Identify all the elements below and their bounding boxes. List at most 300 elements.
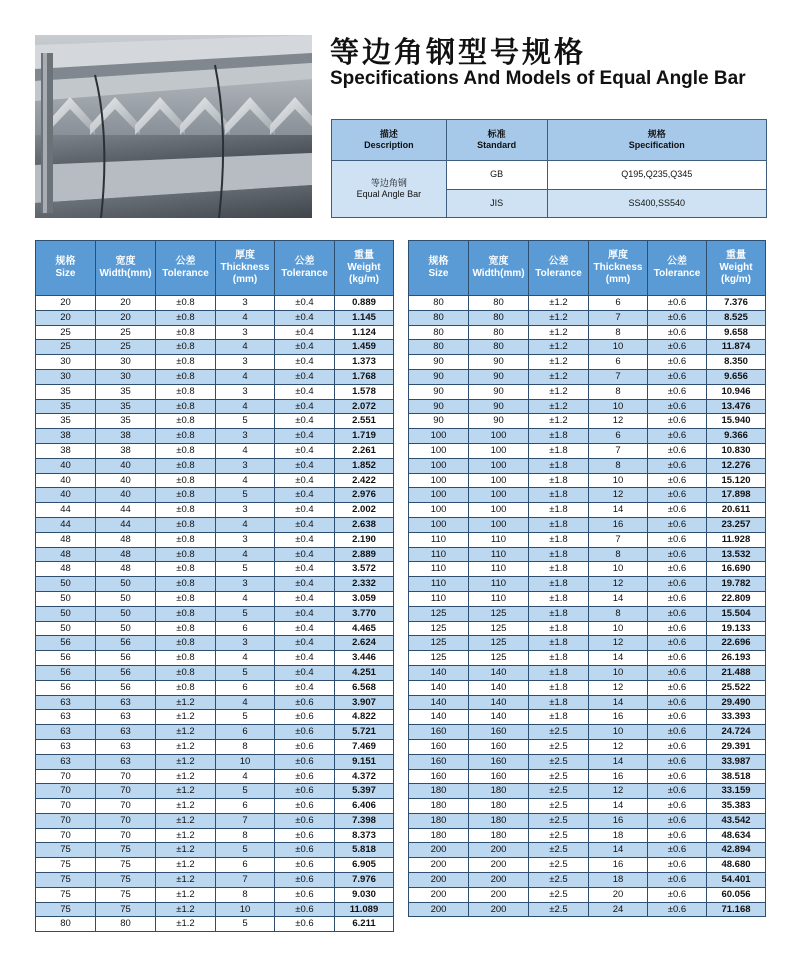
cell-width: 44 — [96, 517, 156, 532]
cell-size: 35 — [36, 384, 96, 399]
table-row — [409, 813, 766, 828]
standards-row-gb — [332, 161, 767, 190]
cell-width: 75 — [96, 873, 156, 888]
col-weight-cn: 重量 — [726, 250, 746, 261]
cell-width-tolerance: ±0.8 — [156, 532, 216, 547]
cell-thickness-tolerance: ±0.6 — [275, 784, 335, 799]
cell-width-tolerance: ±0.8 — [156, 399, 216, 414]
table-row — [409, 503, 766, 518]
cell-width-tolerance: ±1.8 — [529, 473, 589, 488]
cell-thickness: 8 — [589, 606, 648, 621]
cell-width: 75 — [96, 858, 156, 873]
cell-width: 70 — [96, 784, 156, 799]
cell-thickness-tolerance: ±0.6 — [648, 399, 707, 414]
table-row — [409, 769, 766, 784]
cell-thickness: 4 — [216, 443, 275, 458]
cell-thickness-tolerance: ±0.4 — [275, 443, 335, 458]
col-tolerance-en: Tolerance — [653, 268, 701, 279]
cell-thickness-tolerance: ±0.6 — [648, 310, 707, 325]
cell-width: 100 — [469, 473, 529, 488]
table-row — [409, 369, 766, 384]
table-row — [409, 340, 766, 355]
cell-width-tolerance: ±0.8 — [156, 636, 216, 651]
cell-thickness-tolerance: ±0.4 — [275, 532, 335, 547]
cell-width: 63 — [96, 695, 156, 710]
cell-width: 100 — [469, 488, 529, 503]
cell-thickness-tolerance: ±0.6 — [648, 503, 707, 518]
cell-thickness: 7 — [589, 369, 648, 384]
cell-thickness: 6 — [589, 429, 648, 444]
cell-width: 48 — [96, 547, 156, 562]
cell-weight: 9.656 — [707, 369, 766, 384]
cell-thickness-tolerance: ±0.6 — [648, 651, 707, 666]
cell-width: 38 — [96, 443, 156, 458]
cell-thickness: 7 — [589, 310, 648, 325]
cell-width: 30 — [96, 369, 156, 384]
table-row — [409, 325, 766, 340]
cell-weight: 10.830 — [707, 443, 766, 458]
cell-size: 70 — [36, 784, 96, 799]
table-row — [409, 651, 766, 666]
col-tolerance-width — [156, 241, 216, 296]
cell-size: 180 — [409, 813, 469, 828]
cell-thickness: 12 — [589, 739, 648, 754]
cell-width: 80 — [96, 917, 156, 932]
table-row — [36, 296, 394, 311]
cell-width: 200 — [469, 902, 529, 917]
cell-width: 80 — [469, 340, 529, 355]
table-row — [409, 873, 766, 888]
cell-thickness: 10 — [216, 754, 275, 769]
cell-size: 63 — [36, 695, 96, 710]
cell-thickness-tolerance: ±0.6 — [275, 887, 335, 902]
cell-width-tolerance: ±1.8 — [529, 636, 589, 651]
cell-weight: 23.257 — [707, 517, 766, 532]
cell-width: 160 — [469, 739, 529, 754]
table-row — [36, 414, 394, 429]
cell-thickness: 5 — [216, 488, 275, 503]
cell-thickness-tolerance: ±0.6 — [648, 296, 707, 311]
col-width-cn: 宽度 — [488, 256, 509, 267]
cell-thickness-tolerance: ±0.4 — [275, 325, 335, 340]
cell-width: 40 — [96, 458, 156, 473]
product-name-en: Equal Angle Bar — [356, 189, 422, 199]
cell-size: 80 — [409, 296, 469, 311]
cell-size: 30 — [36, 369, 96, 384]
cell-width-tolerance: ±0.8 — [156, 577, 216, 592]
cell-thickness-tolerance: ±0.6 — [648, 902, 707, 917]
cell-thickness-tolerance: ±0.4 — [275, 310, 335, 325]
cell-width-tolerance: ±1.8 — [529, 606, 589, 621]
cell-width-tolerance: ±1.2 — [529, 310, 589, 325]
cell-thickness-tolerance: ±0.6 — [648, 813, 707, 828]
col-tolerance-en: Tolerance — [535, 268, 582, 279]
cell-thickness-tolerance: ±0.6 — [275, 739, 335, 754]
cell-thickness-tolerance: ±0.6 — [648, 799, 707, 814]
table-row — [409, 665, 766, 680]
col-tolerance-width — [529, 241, 589, 296]
table-row — [36, 562, 394, 577]
cell-thickness: 4 — [216, 473, 275, 488]
cell-width: 40 — [96, 473, 156, 488]
table-row — [36, 399, 394, 414]
cell-thickness: 14 — [589, 503, 648, 518]
table-row — [36, 843, 394, 858]
cell-width: 20 — [96, 310, 156, 325]
table-row — [409, 754, 766, 769]
cell-size: 160 — [409, 769, 469, 784]
cell-size: 100 — [409, 517, 469, 532]
header-standard-cn: 标准 — [487, 129, 506, 139]
table-row — [36, 710, 394, 725]
col-weight-unit: (kg/m) — [721, 274, 751, 285]
cell-thickness: 8 — [589, 325, 648, 340]
cell-thickness: 4 — [216, 651, 275, 666]
cell-weight: 8.525 — [707, 310, 766, 325]
table-row — [409, 562, 766, 577]
cell-width-tolerance: ±0.8 — [156, 547, 216, 562]
cell-weight: 1.373 — [335, 355, 394, 370]
cell-weight: 4.822 — [335, 710, 394, 725]
cell-weight: 29.391 — [707, 739, 766, 754]
col-tolerance-cn: 公差 — [667, 256, 687, 267]
cell-thickness: 5 — [216, 414, 275, 429]
table-row — [409, 799, 766, 814]
cell-width: 110 — [469, 547, 529, 562]
cell-thickness-tolerance: ±0.4 — [275, 636, 335, 651]
cell-thickness: 12 — [589, 488, 648, 503]
cell-thickness-tolerance: ±0.6 — [648, 355, 707, 370]
cell-width: 80 — [469, 296, 529, 311]
cell-weight: 13.532 — [707, 547, 766, 562]
cell-width: 140 — [469, 710, 529, 725]
table-row — [409, 621, 766, 636]
col-thickness — [216, 241, 275, 296]
cell-weight: 9.030 — [335, 887, 394, 902]
table-row — [409, 784, 766, 799]
cell-size: 63 — [36, 725, 96, 740]
cell-weight: 6.568 — [335, 680, 394, 695]
cell-thickness-tolerance: ±0.6 — [648, 710, 707, 725]
table-row — [36, 384, 394, 399]
cell-thickness: 3 — [216, 577, 275, 592]
cell-weight: 15.940 — [707, 414, 766, 429]
table-row — [409, 355, 766, 370]
cell-thickness: 16 — [589, 769, 648, 784]
cell-width: 75 — [96, 887, 156, 902]
table-row — [409, 384, 766, 399]
cell-size: 20 — [36, 310, 96, 325]
cell-size: 20 — [36, 296, 96, 311]
cell-weight: 8.350 — [707, 355, 766, 370]
cell-width-tolerance: ±1.2 — [156, 858, 216, 873]
cell-size: 40 — [36, 473, 96, 488]
cell-width-tolerance: ±0.8 — [156, 310, 216, 325]
cell-size: 80 — [409, 325, 469, 340]
table-row — [36, 532, 394, 547]
cell-thickness-tolerance: ±0.4 — [275, 414, 335, 429]
cell-thickness: 8 — [589, 384, 648, 399]
cell-thickness-tolerance: ±0.4 — [275, 296, 335, 311]
cell-width: 180 — [469, 799, 529, 814]
col-thickness-unit: (mm) — [605, 274, 631, 285]
cell-width-tolerance: ±1.2 — [156, 710, 216, 725]
cell-weight: 6.211 — [335, 917, 394, 932]
cell-width: 140 — [469, 695, 529, 710]
cell-thickness-tolerance: ±0.6 — [648, 739, 707, 754]
cell-thickness-tolerance: ±0.6 — [648, 562, 707, 577]
cell-width-tolerance: ±0.8 — [156, 488, 216, 503]
cell-width-tolerance: ±1.2 — [529, 399, 589, 414]
table-row — [409, 858, 766, 873]
cell-thickness-tolerance: ±0.6 — [275, 725, 335, 740]
table-row — [409, 887, 766, 902]
cell-thickness: 14 — [589, 651, 648, 666]
cell-width: 125 — [469, 621, 529, 636]
product-name-cn: 等边角钢 — [370, 178, 407, 188]
cell-thickness-tolerance: ±0.4 — [275, 488, 335, 503]
cell-size: 48 — [36, 532, 96, 547]
cell-thickness: 3 — [216, 636, 275, 651]
standards-header-row — [332, 120, 767, 161]
cell-width: 90 — [469, 399, 529, 414]
cell-width-tolerance: ±0.8 — [156, 651, 216, 666]
cell-width-tolerance: ±0.8 — [156, 458, 216, 473]
cell-size: 180 — [409, 799, 469, 814]
col-weight-cn: 重量 — [354, 250, 374, 261]
cell-weight: 3.770 — [335, 606, 394, 621]
cell-weight: 1.145 — [335, 310, 394, 325]
cell-width: 90 — [469, 414, 529, 429]
cell-weight: 2.332 — [335, 577, 394, 592]
cell-thickness-tolerance: ±0.6 — [275, 695, 335, 710]
cell-thickness-tolerance: ±0.6 — [648, 532, 707, 547]
cell-thickness-tolerance: ±0.4 — [275, 503, 335, 518]
cell-weight: 42.894 — [707, 843, 766, 858]
cell-thickness: 12 — [589, 680, 648, 695]
table-row — [36, 369, 394, 384]
cell-width-tolerance: ±2.5 — [529, 828, 589, 843]
cell-thickness: 4 — [216, 369, 275, 384]
cell-width: 100 — [469, 429, 529, 444]
cell-size: 44 — [36, 517, 96, 532]
cell-width-tolerance: ±0.8 — [156, 369, 216, 384]
cell-width-tolerance: ±2.5 — [529, 887, 589, 902]
cell-thickness: 8 — [216, 828, 275, 843]
cell-thickness: 4 — [216, 517, 275, 532]
cell-size: 125 — [409, 651, 469, 666]
cell-width-tolerance: ±1.2 — [156, 769, 216, 784]
cell-thickness: 10 — [589, 621, 648, 636]
spec-header-row — [36, 241, 394, 296]
cell-width-tolerance: ±1.8 — [529, 621, 589, 636]
col-weight — [707, 241, 766, 296]
spec-header-row — [409, 241, 766, 296]
cell-width: 90 — [469, 369, 529, 384]
cell-thickness: 10 — [216, 902, 275, 917]
cell-width: 75 — [96, 843, 156, 858]
cell-size: 40 — [36, 488, 96, 503]
cell-weight: 2.889 — [335, 547, 394, 562]
cell-size: 44 — [36, 503, 96, 518]
cell-size: 30 — [36, 355, 96, 370]
cell-width: 125 — [469, 636, 529, 651]
cell-size: 75 — [36, 873, 96, 888]
cell-width-tolerance: ±2.5 — [529, 813, 589, 828]
cell-width-tolerance: ±0.8 — [156, 443, 216, 458]
cell-size: 35 — [36, 399, 96, 414]
table-row — [409, 414, 766, 429]
col-thickness-unit: (mm) — [232, 274, 258, 285]
spec-table-right — [408, 240, 766, 917]
cell-thickness-tolerance: ±0.6 — [275, 873, 335, 888]
cell-thickness: 7 — [589, 532, 648, 547]
cell-width: 180 — [469, 828, 529, 843]
cell-width-tolerance: ±1.2 — [156, 784, 216, 799]
cell-weight: 20.611 — [707, 503, 766, 518]
cell-thickness-tolerance: ±0.6 — [648, 488, 707, 503]
cell-thickness: 14 — [589, 754, 648, 769]
cell-width: 56 — [96, 665, 156, 680]
cell-size: 110 — [409, 547, 469, 562]
cell-thickness: 5 — [216, 665, 275, 680]
cell-thickness: 6 — [589, 296, 648, 311]
cell-size: 56 — [36, 665, 96, 680]
cell-width: 200 — [469, 873, 529, 888]
table-row — [36, 813, 394, 828]
cell-width-tolerance: ±2.5 — [529, 799, 589, 814]
cell-size: 70 — [36, 769, 96, 784]
table-row — [36, 799, 394, 814]
cell-weight: 3.572 — [335, 562, 394, 577]
cell-width: 180 — [469, 784, 529, 799]
cell-width-tolerance: ±0.8 — [156, 473, 216, 488]
cell-thickness: 8 — [216, 887, 275, 902]
cell-width-tolerance: ±2.5 — [529, 843, 589, 858]
cell-size: 160 — [409, 754, 469, 769]
table-row — [409, 725, 766, 740]
cell-thickness: 16 — [589, 517, 648, 532]
cell-thickness-tolerance: ±0.4 — [275, 651, 335, 666]
angle-bar-stack-illustration — [35, 35, 312, 218]
cell-size: 100 — [409, 488, 469, 503]
cell-size: 70 — [36, 813, 96, 828]
cell-width: 110 — [469, 577, 529, 592]
cell-thickness: 5 — [216, 917, 275, 932]
cell-size: 200 — [409, 902, 469, 917]
col-size-cn: 规格 — [428, 256, 449, 267]
cell-width-tolerance: ±1.8 — [529, 458, 589, 473]
cell-width: 100 — [469, 503, 529, 518]
cell-width-tolerance: ±2.5 — [529, 873, 589, 888]
cell-thickness-tolerance: ±0.6 — [648, 606, 707, 621]
cell-width-tolerance: ±0.8 — [156, 562, 216, 577]
cell-size: 140 — [409, 665, 469, 680]
cell-thickness: 3 — [216, 296, 275, 311]
cell-width-tolerance: ±2.5 — [529, 858, 589, 873]
cell-width-tolerance: ±1.2 — [156, 828, 216, 843]
cell-width-tolerance: ±1.2 — [156, 754, 216, 769]
cell-width-tolerance: ±1.8 — [529, 651, 589, 666]
cell-size: 70 — [36, 828, 96, 843]
cell-width: 180 — [469, 813, 529, 828]
cell-width-tolerance: ±1.2 — [156, 873, 216, 888]
col-thickness-cn: 厚度 — [608, 250, 628, 261]
cell-weight: 11.874 — [707, 340, 766, 355]
cell-width: 80 — [469, 325, 529, 340]
cell-size: 56 — [36, 680, 96, 695]
cell-thickness-tolerance: ±0.6 — [275, 710, 335, 725]
cell-size: 50 — [36, 591, 96, 606]
table-row — [409, 577, 766, 592]
cell-thickness-tolerance: ±0.6 — [648, 858, 707, 873]
cell-size: 140 — [409, 680, 469, 695]
cell-thickness: 10 — [589, 399, 648, 414]
cell-thickness: 10 — [589, 340, 648, 355]
cell-width-tolerance: ±1.2 — [156, 813, 216, 828]
col-thickness-en: Thickness — [593, 262, 643, 273]
col-thickness-cn: 厚度 — [235, 250, 255, 261]
cell-thickness: 3 — [216, 429, 275, 444]
cell-thickness-tolerance: ±0.4 — [275, 399, 335, 414]
col-size-en: Size — [55, 268, 76, 279]
cell-thickness: 12 — [589, 414, 648, 429]
cell-thickness-tolerance: ±0.6 — [648, 769, 707, 784]
cell-thickness: 4 — [216, 591, 275, 606]
header-standard-en: Standard — [477, 140, 517, 150]
cell-width: 110 — [469, 591, 529, 606]
cell-thickness: 3 — [216, 384, 275, 399]
cell-width: 40 — [96, 488, 156, 503]
cell-thickness: 3 — [216, 355, 275, 370]
col-width-cn: 宽度 — [115, 256, 136, 267]
cell-weight: 7.376 — [707, 296, 766, 311]
cell-size: 40 — [36, 458, 96, 473]
table-row — [36, 902, 394, 917]
cell-weight: 48.680 — [707, 858, 766, 873]
col-weight — [335, 241, 394, 296]
cell-width: 63 — [96, 739, 156, 754]
cell-weight: 2.551 — [335, 414, 394, 429]
cell-width-tolerance: ±1.2 — [529, 355, 589, 370]
cell-size: 100 — [409, 473, 469, 488]
cell-thickness: 4 — [216, 695, 275, 710]
col-weight-en: Weight — [719, 262, 753, 273]
table-row — [36, 680, 394, 695]
header-specification-en: Specification — [628, 140, 685, 150]
cell-width-tolerance: ±1.8 — [529, 710, 589, 725]
table-row — [409, 591, 766, 606]
cell-thickness-tolerance: ±0.6 — [648, 695, 707, 710]
cell-weight: 33.987 — [707, 754, 766, 769]
cell-width: 44 — [96, 503, 156, 518]
col-tolerance-cn: 公差 — [175, 256, 196, 267]
col-thickness-en: Thickness — [220, 262, 270, 273]
cell-size: 100 — [409, 458, 469, 473]
cell-size: 50 — [36, 577, 96, 592]
cell-width-tolerance: ±2.5 — [529, 739, 589, 754]
cell-width: 160 — [469, 754, 529, 769]
cell-thickness: 3 — [216, 532, 275, 547]
cell-weight: 7.469 — [335, 739, 394, 754]
cell-thickness: 4 — [216, 399, 275, 414]
cell-width: 25 — [96, 340, 156, 355]
cell-size: 100 — [409, 503, 469, 518]
table-row — [409, 695, 766, 710]
cell-size: 25 — [36, 325, 96, 340]
cell-weight: 21.488 — [707, 665, 766, 680]
cell-weight: 71.168 — [707, 902, 766, 917]
